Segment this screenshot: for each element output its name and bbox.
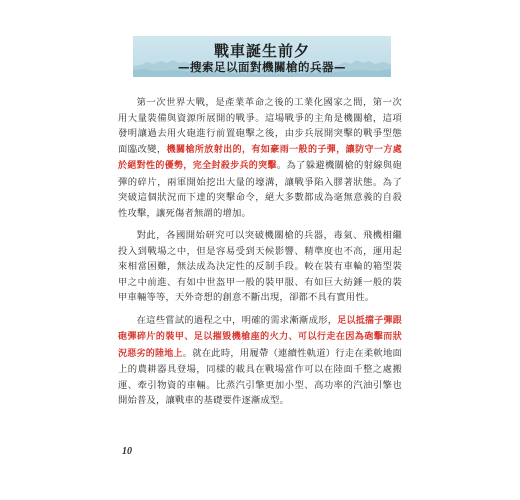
article-body: [118, 95, 402, 416]
chapter-subtitle: —搜索足以面對機關槍的兵器—: [178, 60, 346, 74]
highlighted-text: 足以抵擋子彈跟砲彈碎片的裝甲、足以摧毀機槍座的火力、可以行走在因為砲擊而狀況惡劣的陸地上: [118, 315, 402, 359]
paragraph-text: 在這些嘗試的過程之中，明確的需求漸漸成形，: [136, 314, 338, 326]
paragraph-text: 對此，各國開始研究可以突破機關槍的兵器，毒氣、飛機相繼投入到戰場之中，但是容易受到天候影響、精準度也不高，運用起來相當困難，無法成為決定性的反制手段。較在裝有車輪的箱型裝甲之中前進、有如中世盔甲一般的裝甲服、有如巨大紡錘一般的裝甲車輛等等，天外奇想的創意不斷出現，卻都不具有實用性。: [118, 230, 402, 303]
paragraph: [118, 228, 402, 306]
chapter-title: 戰車誕生前夕: [213, 42, 310, 60]
page-number: 10: [122, 446, 132, 457]
highlighted-text: 機關槍所放射出的，有如豪雨一般的子彈，讓防守一方處於絕對性的優勢，完全封殺步兵的突擊: [118, 144, 402, 171]
paragraph-text: 。為了躲避機關槍的射線與砲彈的碎片，兩軍開始挖出大量的壕溝，讓戰爭陷入膠著狀態。為了突破這個狀況而下達的突擊命令，絕大多數都成為毫無意義的自殺性攻擊，讓死傷者無謂的增加。: [118, 160, 402, 219]
paragraph: [118, 95, 402, 221]
paragraph: [118, 313, 402, 409]
chapter-header-banner: [133, 36, 391, 77]
paragraph-text: 第一次世界大戰，是產業革命之後的工業化國家之間，第一次用大量裝備與資源所展開的戰爭。這場戰爭的主角是機關槍，這項發明讓過去用火砲進行前置砲擊之後，由步兵展開突擊的戰爭型態面臨改變，: [118, 97, 402, 155]
paragraph-text: 。就在此時，用履帶（連續性軌道）行走在柔軟地面上的農耕器具登場，同樣的載具在戰場當作可以在陸面千整之處搬運、牽引物資的車輛。比蒸汽引擎更加小型、高功率的汽油引擎也開始普及，讓戰車的基礎要件逐漸成型。: [118, 347, 402, 406]
